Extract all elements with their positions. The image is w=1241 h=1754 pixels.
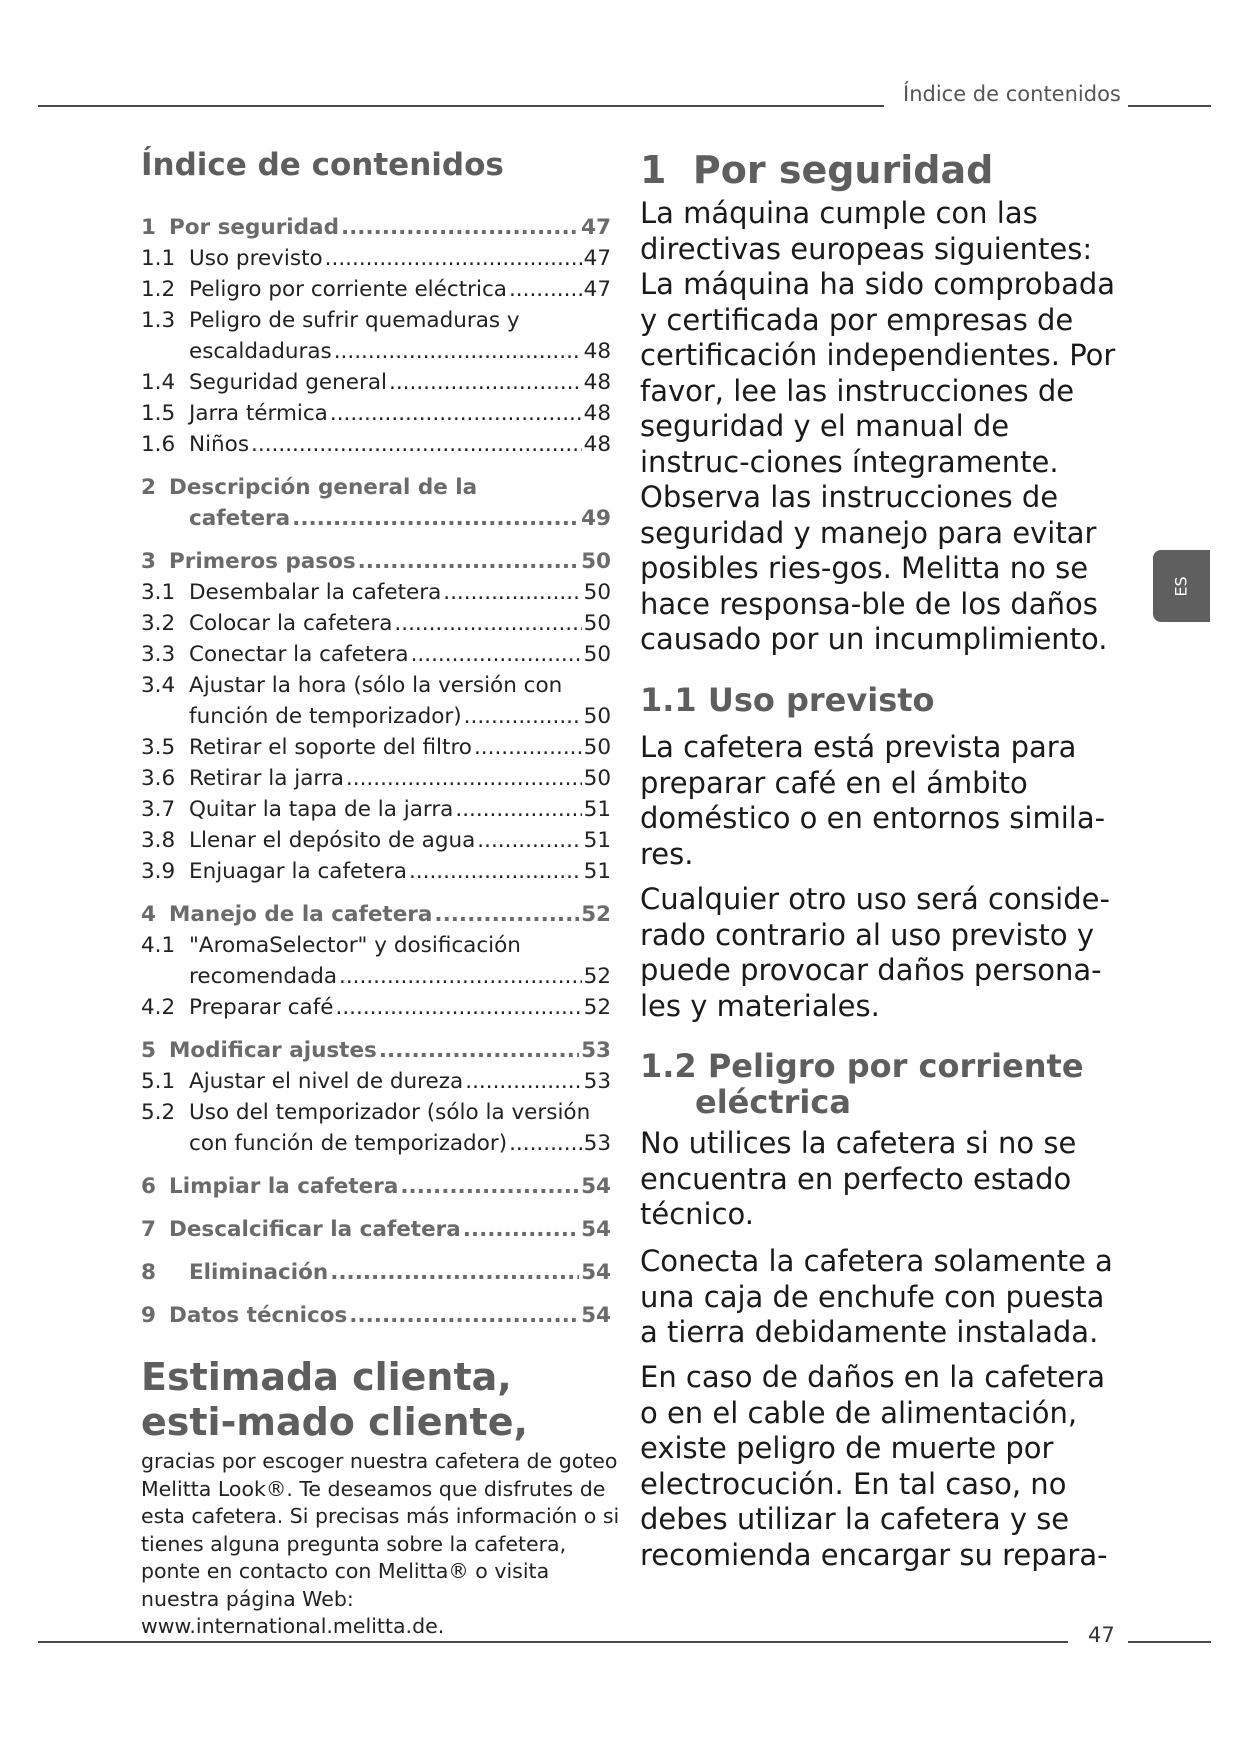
toc-title: Índice de contenidos	[141, 147, 504, 183]
toc-entry-1-3-cont: escaldaduras ..... 48	[141, 336, 611, 367]
toc-entry-1-2: 1.2 Peligro por corriente eléctrica ..... 47	[141, 274, 611, 305]
toc-entry-4-1: 4.1 "AromaSelector" y dosificación	[141, 933, 521, 958]
toc-entry-4-1-cont: recomendada ..... 52	[141, 961, 611, 992]
toc-entry-3-8: 3.8 Llenar el depósito de agua ..... 51	[141, 825, 611, 856]
toc-entry-3-2: 3.2 Colocar la cafetera ..... 50	[141, 608, 611, 639]
toc-entry-7: 7 Descalcificar la cafetera ..... 54	[141, 1214, 611, 1245]
page-number: 47	[1088, 1623, 1115, 1647]
greeting-title: Estimada clienta, esti-mado cliente,	[141, 1355, 528, 1444]
toc-entry-3-3: 3.3 Conectar la cafetera ..... 50	[141, 639, 611, 670]
section-1-1-heading: 1.1 Uso previsto	[640, 681, 935, 719]
section-1-2-paragraph-2: Conecta la cafetera solamente a una caja de enchufe con puesta a tierra debidamente instalada.	[640, 1244, 1113, 1349]
toc-entry-3-6: 3.6 Retirar la jarra ..... 50	[141, 763, 611, 794]
toc-entry-2: 2 Descripción general de la	[141, 475, 478, 500]
toc-entry-1-6: 1.6 Niños ..... 48	[141, 429, 611, 460]
footer-rule-right	[1128, 1641, 1211, 1643]
section-1-1-paragraph-1: La cafetera está prevista para preparar café en el ámbito doméstico o en entornos simila-res.	[640, 730, 1106, 871]
footer-rule-left	[38, 1641, 1068, 1643]
toc-entry-3-1: 3.1 Desembalar la cafetera ..... 50	[141, 577, 611, 608]
language-tab	[1153, 550, 1210, 622]
section-1-2-heading-cont: eléctrica	[695, 1083, 851, 1121]
toc-entry-9: 9 Datos técnicos ..... 54	[141, 1300, 611, 1331]
toc-entry-5-2-cont: con función de temporizador) ..... 53	[141, 1128, 611, 1159]
section-1-2-paragraph-3: En caso de daños en la cafetera o en el cable de alimentación, existe peligro de muerte por electrocución. En tal caso, no debes utilizar la cafetera y se recomienda encargar su repara-	[640, 1360, 1108, 1572]
greeting-body: gracias por escoger nuestra cafetera de goteo Melitta Look®. Te deseamos que disfrutes de esta cafetera. Si precisas más información o si tienes alguna pregunta sobre la cafetera, ponte en contacto con Melitta® o visita nuestra página Web: www.international.melitta.de.	[141, 1449, 620, 1638]
toc-entry-2-cont: cafetera ..... 49	[141, 503, 611, 534]
toc-entry-3-9: 3.9 Enjuagar la cafetera ..... 51	[141, 856, 611, 887]
toc-entry-3-5: 3.5 Retirar el soporte del filtro ..... 50	[141, 732, 611, 763]
toc-entry-1-5: 1.5 Jarra térmica ..... 48	[141, 398, 611, 429]
toc-entry-6: 6 Limpiar la cafetera ..... 54	[141, 1171, 611, 1202]
toc-entry-3-4: 3.4 Ajustar la hora (sólo la versión con	[141, 673, 563, 698]
section-1-paragraph: La máquina cumple con las directivas europeas siguientes: La máquina ha sido comprobada y certificada por empresas de certificación independientes. Por favor, lee las instrucciones de seguridad y el manual de instruc-ciones íntegramente. Observa las instrucciones de seguridad y manejo para evitar posibles ries-gos. Melitta no se hace responsa-ble de los daños causado por un incumplimiento.	[640, 196, 1116, 656]
toc-entry-1-1: 1.1 Uso previsto ..... 47	[141, 243, 611, 274]
toc-entry-8: 8 Eliminación ..... 54	[141, 1257, 611, 1288]
section-1-1-paragraph-2: Cualquier otro uso será conside-rado contrario al uso previsto y puede provocar daños persona-les y materiales.	[640, 882, 1110, 1023]
toc-entry-3: 3 Primeros pasos ..... 50	[141, 546, 611, 577]
running-header: Índice de contenidos	[903, 82, 1121, 106]
toc-entry-1: 1 Por seguridad ..... 47	[141, 212, 611, 243]
section-1-2-paragraph-1: No utilices la cafetera si no se encuentra en perfecto estado técnico.	[640, 1126, 1077, 1231]
toc-entry-4-2: 4.2 Preparar café ..... 52	[141, 992, 611, 1023]
header-rule-right	[1128, 105, 1211, 107]
toc-entry-5: 5 Modificar ajustes ..... 53	[141, 1035, 611, 1066]
toc-entry-1-4: 1.4 Seguridad general ..... 48	[141, 367, 611, 398]
table-of-contents	[141, 212, 611, 1331]
language-tab-label: ES	[1171, 575, 1191, 597]
toc-entry-4: 4 Manejo de la cafetera ..... 52	[141, 899, 611, 930]
header-rule-left	[38, 105, 884, 107]
section-1-heading: 1 Por seguridad	[640, 148, 994, 192]
toc-entry-5-1: 5.1 Ajustar el nivel de dureza ..... 53	[141, 1066, 611, 1097]
toc-entry-1-3: 1.3 Peligro de sufrir quemaduras y	[141, 308, 520, 333]
toc-entry-5-2: 5.2 Uso del temporizador (sólo la versión	[141, 1100, 591, 1125]
section-1-2-heading: 1.2 Peligro por corriente	[640, 1047, 1084, 1085]
toc-entry-3-7: 3.7 Quitar la tapa de la jarra ..... 51	[141, 794, 611, 825]
toc-entry-3-4-cont: función de temporizador) ..... 50	[141, 701, 611, 732]
